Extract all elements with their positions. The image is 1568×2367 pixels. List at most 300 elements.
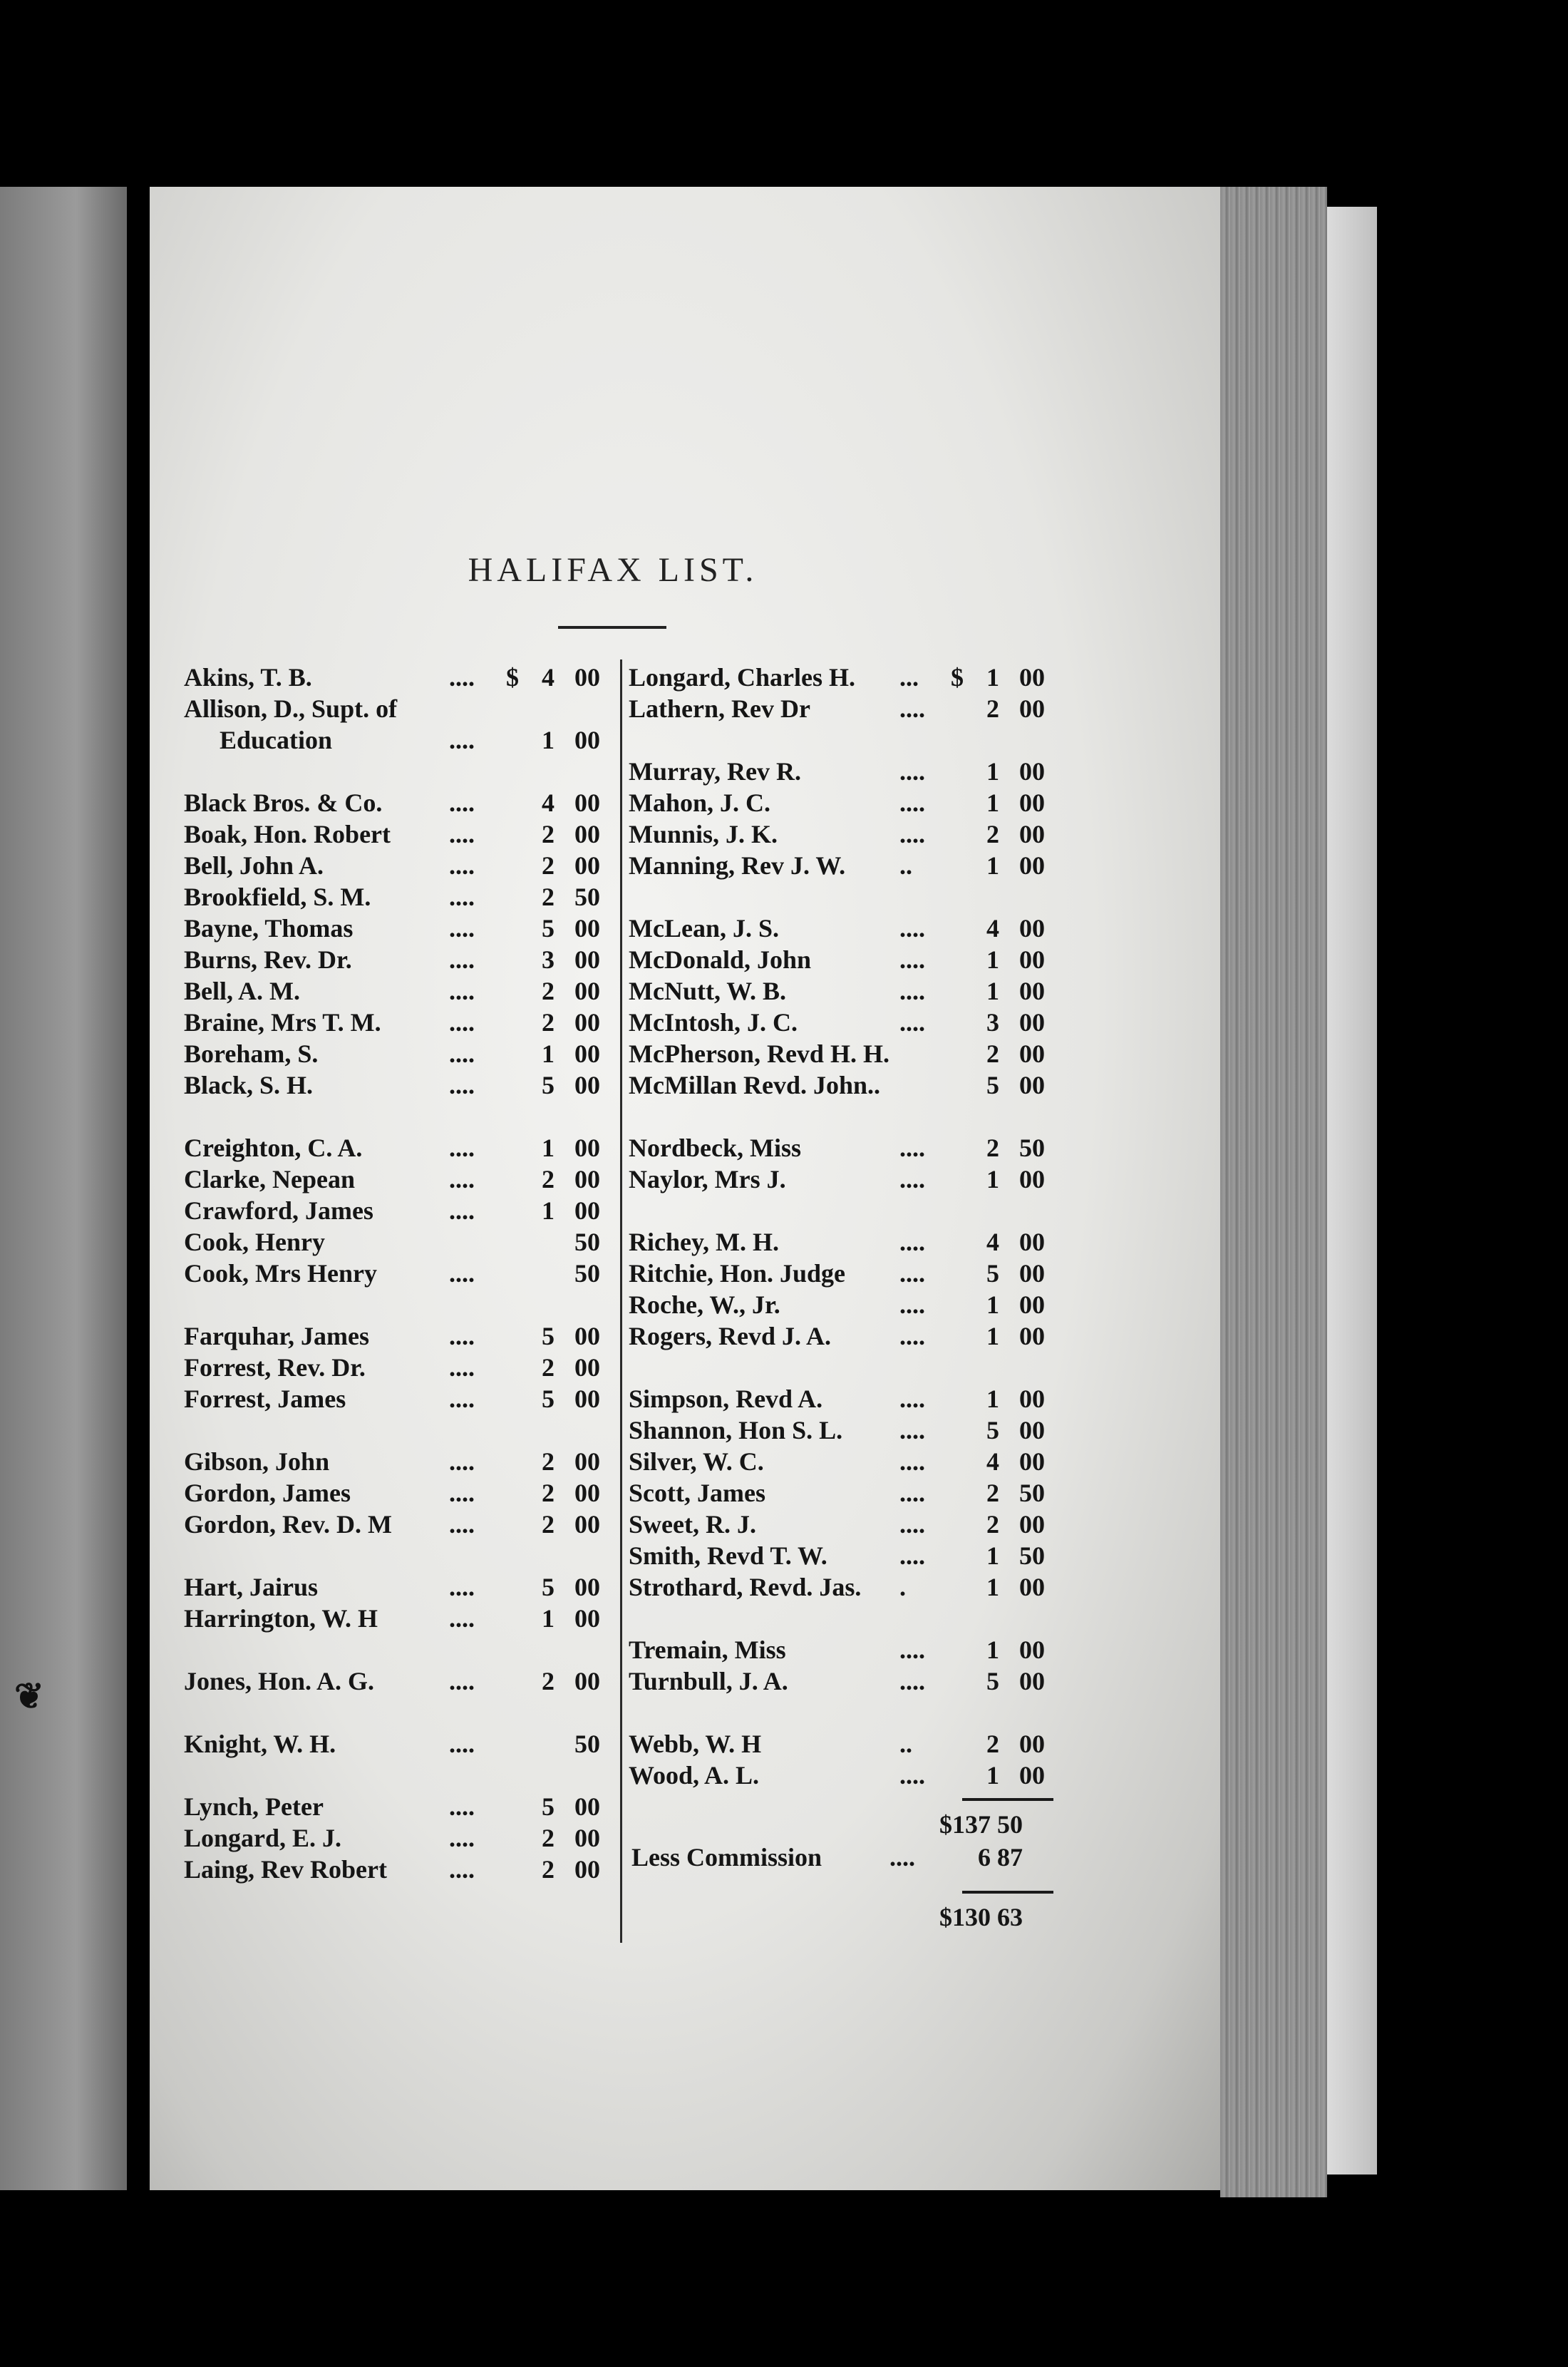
entry-name: Sweet, R. J. bbox=[629, 1510, 756, 1539]
dollar-sign: $ bbox=[506, 663, 519, 692]
section-gap bbox=[184, 1634, 612, 1665]
entry-name: McPherson, Revd H. H. bbox=[629, 1039, 889, 1068]
amount-cents: 00 bbox=[1019, 1730, 1045, 1758]
amount-cents: 00 bbox=[1019, 1416, 1045, 1444]
list-entry bbox=[629, 1383, 1056, 1414]
section-gap bbox=[629, 1352, 1056, 1383]
section-gap bbox=[629, 881, 1056, 913]
amount-dollars: 1 bbox=[986, 851, 999, 880]
amount-dollars: 2 bbox=[542, 820, 555, 848]
list-entry bbox=[184, 1509, 612, 1540]
ink-mark: ❦ bbox=[14, 1676, 44, 1716]
amount-dollars: 4 bbox=[986, 1447, 999, 1476]
leader-dots: .... bbox=[899, 1165, 925, 1193]
entry-name: Longard, Charles H. bbox=[629, 663, 856, 692]
amount-cents: 50 bbox=[1019, 1134, 1045, 1162]
leader-dots: .... bbox=[449, 1196, 475, 1225]
entry-name: Bayne, Thomas bbox=[184, 914, 354, 943]
amount-dollars: 2 bbox=[542, 883, 555, 911]
leader-dots: .... bbox=[449, 1259, 475, 1288]
list-entry bbox=[184, 1383, 612, 1414]
entry-name: Turnbull, J. A. bbox=[629, 1667, 788, 1695]
amount-dollars: 2 bbox=[542, 1667, 555, 1695]
list-entry bbox=[184, 1320, 612, 1352]
amount-dollars: 1 bbox=[986, 789, 999, 817]
entry-name: Webb, W. H bbox=[629, 1730, 762, 1758]
list-entry bbox=[629, 1289, 1056, 1320]
entry-name: Crawford, James bbox=[184, 1196, 373, 1225]
entry-name: Braine, Mrs T. M. bbox=[184, 1008, 381, 1037]
amount-cents: 00 bbox=[574, 1855, 600, 1884]
entry-name: McNutt, W. B. bbox=[629, 977, 787, 1005]
amount-cents: 00 bbox=[574, 1134, 600, 1162]
subtotal-rule bbox=[962, 1798, 1053, 1801]
leader-dots: .... bbox=[899, 914, 925, 943]
amount-cents: 00 bbox=[574, 1322, 600, 1350]
leader-dots: .... bbox=[449, 851, 475, 880]
entry-name: Creighton, C. A. bbox=[184, 1134, 363, 1162]
entry-name: Murray, Rev R. bbox=[629, 757, 801, 786]
amount-dollars: 1 bbox=[542, 726, 555, 754]
entry-name: Ritchie, Hon. Judge bbox=[629, 1259, 846, 1288]
list-entry bbox=[184, 1854, 612, 1885]
amount-cents: 00 bbox=[1019, 1008, 1045, 1037]
list-entry bbox=[629, 1069, 1056, 1101]
amount-cents: 00 bbox=[1019, 694, 1045, 723]
list-entry bbox=[184, 975, 612, 1007]
list-entry bbox=[629, 1414, 1056, 1446]
entry-name: Gibson, John bbox=[184, 1447, 330, 1476]
amount-cents: 00 bbox=[1019, 757, 1045, 786]
list-entry bbox=[184, 944, 612, 975]
amount-cents: 00 bbox=[574, 1008, 600, 1037]
entry-name: McDonald, John bbox=[629, 945, 812, 974]
entry-name: Gordon, James bbox=[184, 1479, 351, 1507]
entry-name: Munnis, J. K. bbox=[629, 820, 778, 848]
entry-name: Nordbeck, Miss bbox=[629, 1134, 801, 1162]
entry-name: Allison, D., Supt. of bbox=[184, 694, 398, 723]
less-commission-dots: .... bbox=[889, 1843, 915, 1871]
list-entry bbox=[184, 1258, 612, 1289]
leader-dots: .... bbox=[449, 1510, 475, 1539]
section-gap bbox=[629, 724, 1056, 756]
amount-cents: 00 bbox=[574, 1447, 600, 1476]
adjacent-page-sliver bbox=[0, 187, 127, 2190]
left-column bbox=[184, 662, 612, 1885]
list-entry bbox=[184, 1352, 612, 1383]
list-entry bbox=[184, 693, 612, 724]
section-gap bbox=[184, 1289, 612, 1320]
less-commission-value: 6 87 bbox=[978, 1843, 1023, 1871]
entry-name: Hart, Jairus bbox=[184, 1573, 318, 1601]
entry-name: Strothard, Revd. Jas. bbox=[629, 1573, 862, 1601]
amount-dollars: 2 bbox=[542, 1824, 555, 1852]
section-gap bbox=[629, 1603, 1056, 1634]
amount-cents: 00 bbox=[1019, 851, 1045, 880]
list-entry bbox=[184, 818, 612, 850]
entry-name: Lynch, Peter bbox=[184, 1792, 324, 1821]
amount-dollars: 5 bbox=[542, 1385, 555, 1413]
entry-name: Forrest, Rev. Dr. bbox=[184, 1353, 366, 1382]
amount-cents: 00 bbox=[574, 1165, 600, 1193]
list-entry bbox=[629, 1665, 1056, 1697]
subtotal: $137 50 bbox=[939, 1810, 1023, 1839]
leader-dots: .... bbox=[449, 1730, 475, 1758]
amount-dollars: 5 bbox=[542, 1322, 555, 1350]
section-gap bbox=[184, 756, 612, 787]
section-gap bbox=[629, 1195, 1056, 1226]
leader-dots: .... bbox=[449, 1322, 475, 1350]
list-entry bbox=[184, 1226, 612, 1258]
amount-dollars: 1 bbox=[986, 1573, 999, 1601]
amount-cents: 00 bbox=[574, 977, 600, 1005]
entry-name: Knight, W. H. bbox=[184, 1730, 336, 1758]
amount-cents: 00 bbox=[574, 1353, 600, 1382]
entry-name: Boreham, S. bbox=[184, 1039, 319, 1068]
leader-dots: .... bbox=[449, 1667, 475, 1695]
amount-cents: 00 bbox=[1019, 914, 1045, 943]
list-entry bbox=[184, 1446, 612, 1477]
entry-name: Shannon, Hon S. L. bbox=[629, 1416, 843, 1444]
section-gap bbox=[184, 1760, 612, 1791]
amount-dollars: 1 bbox=[542, 1134, 555, 1162]
list-entry bbox=[629, 1728, 1056, 1760]
leader-dots: .... bbox=[899, 945, 925, 974]
amount-dollars: 2 bbox=[986, 694, 999, 723]
leader-dots: .... bbox=[449, 1479, 475, 1507]
list-entry bbox=[184, 1665, 612, 1697]
amount-dollars: 2 bbox=[542, 851, 555, 880]
amount-dollars: 1 bbox=[986, 945, 999, 974]
entry-name: Mahon, J. C. bbox=[629, 789, 771, 817]
list-entry bbox=[184, 1791, 612, 1822]
list-entry bbox=[184, 1069, 612, 1101]
entry-name: Lathern, Rev Dr bbox=[629, 694, 810, 723]
entry-name: Jones, Hon. A. G. bbox=[184, 1667, 375, 1695]
amount-cents: 00 bbox=[1019, 1761, 1045, 1790]
amount-cents: 50 bbox=[574, 883, 600, 911]
leader-dots: .... bbox=[899, 1636, 925, 1664]
amount-cents: 00 bbox=[1019, 1447, 1045, 1476]
amount-dollars: 5 bbox=[542, 914, 555, 943]
amount-dollars: 1 bbox=[986, 1165, 999, 1193]
amount-cents: 00 bbox=[574, 1196, 600, 1225]
amount-cents: 00 bbox=[1019, 1385, 1045, 1413]
leader-dots: .... bbox=[899, 1290, 925, 1319]
list-entry bbox=[629, 818, 1056, 850]
amount-cents: 00 bbox=[1019, 1259, 1045, 1288]
amount-dollars: 2 bbox=[542, 1008, 555, 1037]
amount-dollars: 1 bbox=[986, 757, 999, 786]
leader-dots: .... bbox=[899, 757, 925, 786]
amount-dollars: 2 bbox=[986, 1510, 999, 1539]
amount-dollars: 5 bbox=[542, 1792, 555, 1821]
amount-cents: 00 bbox=[1019, 1667, 1045, 1695]
list-entry bbox=[629, 662, 1056, 693]
amount-cents: 00 bbox=[574, 726, 600, 754]
leader-dots: .... bbox=[899, 1761, 925, 1790]
list-entry bbox=[184, 1164, 612, 1195]
title-rule bbox=[558, 626, 666, 629]
amount-cents: 00 bbox=[574, 1573, 600, 1601]
entry-name: Longard, E. J. bbox=[184, 1824, 342, 1852]
amount-cents: 00 bbox=[1019, 1165, 1045, 1193]
leader-dots: .... bbox=[449, 1071, 475, 1099]
list-entry bbox=[184, 724, 612, 756]
entry-name: Education bbox=[220, 726, 333, 754]
amount-dollars: 2 bbox=[986, 1730, 999, 1758]
amount-dollars: 1 bbox=[986, 663, 999, 692]
leader-dots: . bbox=[899, 1573, 906, 1601]
amount-dollars: 2 bbox=[542, 977, 555, 1005]
entry-name: Boak, Hon. Robert bbox=[184, 820, 391, 848]
amount-cents: 00 bbox=[574, 1071, 600, 1099]
entry-name: Gordon, Rev. D. M bbox=[184, 1510, 392, 1539]
amount-dollars: 4 bbox=[986, 1228, 999, 1256]
leader-dots: .... bbox=[449, 1134, 475, 1162]
amount-dollars: 2 bbox=[542, 1353, 555, 1382]
amount-dollars: 2 bbox=[542, 1447, 555, 1476]
entry-name: Black Bros. & Co. bbox=[184, 789, 383, 817]
leader-dots: .... bbox=[449, 1604, 475, 1633]
list-entry bbox=[629, 1509, 1056, 1540]
amount-dollars: 4 bbox=[542, 789, 555, 817]
amount-cents: 50 bbox=[574, 1730, 600, 1758]
leader-dots: .... bbox=[449, 1824, 475, 1852]
list-entry bbox=[629, 1446, 1056, 1477]
entry-name: Naylor, Mrs J. bbox=[629, 1165, 786, 1193]
leader-dots: .... bbox=[899, 1510, 925, 1539]
amount-dollars: 4 bbox=[542, 663, 555, 692]
leader-dots: .... bbox=[899, 1541, 925, 1570]
amount-dollars: 5 bbox=[542, 1071, 555, 1099]
list-entry bbox=[629, 1258, 1056, 1289]
list-entry bbox=[629, 1571, 1056, 1603]
entry-name: Forrest, James bbox=[184, 1385, 346, 1413]
section-gap bbox=[184, 1414, 612, 1446]
amount-dollars: 2 bbox=[542, 1479, 555, 1507]
amount-cents: 00 bbox=[574, 1039, 600, 1068]
amount-dollars: 5 bbox=[986, 1071, 999, 1099]
list-entry bbox=[629, 756, 1056, 787]
list-entry bbox=[629, 1132, 1056, 1164]
page-stack-edge-light bbox=[1327, 207, 1377, 2175]
leader-dots: .... bbox=[899, 820, 925, 848]
leader-dots: .. bbox=[899, 1730, 912, 1758]
amount-dollars: 1 bbox=[986, 1761, 999, 1790]
leader-dots: .... bbox=[899, 977, 925, 1005]
amount-cents: 00 bbox=[1019, 1322, 1045, 1350]
amount-cents: 00 bbox=[1019, 1573, 1045, 1601]
list-entry bbox=[629, 1477, 1056, 1509]
list-entry bbox=[629, 1540, 1056, 1571]
leader-dots: .... bbox=[449, 1039, 475, 1068]
entry-name: Laing, Rev Robert bbox=[184, 1855, 387, 1884]
leader-dots: .... bbox=[899, 1259, 925, 1288]
amount-dollars: 1 bbox=[986, 1385, 999, 1413]
list-entry bbox=[184, 1038, 612, 1069]
entry-name: Tremain, Miss bbox=[629, 1636, 786, 1664]
leader-dots: .... bbox=[449, 883, 475, 911]
entry-name: Farquhar, James bbox=[184, 1322, 370, 1350]
amount-cents: 00 bbox=[574, 851, 600, 880]
leader-dots: .... bbox=[449, 977, 475, 1005]
list-entry bbox=[184, 913, 612, 944]
list-entry bbox=[629, 944, 1056, 975]
leader-dots: .... bbox=[899, 1008, 925, 1037]
leader-dots: .... bbox=[449, 1573, 475, 1601]
entry-name: Clarke, Nepean bbox=[184, 1165, 355, 1193]
amount-dollars: 5 bbox=[986, 1259, 999, 1288]
section-gap bbox=[629, 1697, 1056, 1728]
leader-dots: .... bbox=[899, 1385, 925, 1413]
leader-dots: .... bbox=[899, 1479, 925, 1507]
list-entry bbox=[629, 787, 1056, 818]
list-entry bbox=[184, 787, 612, 818]
list-entry bbox=[184, 1132, 612, 1164]
entry-name: McIntosh, J. C. bbox=[629, 1008, 798, 1037]
list-entry bbox=[629, 1320, 1056, 1352]
list-entry bbox=[184, 1822, 612, 1854]
amount-dollars: 4 bbox=[986, 914, 999, 943]
amount-cents: 00 bbox=[574, 1792, 600, 1821]
amount-dollars: 5 bbox=[986, 1416, 999, 1444]
leader-dots: .... bbox=[899, 1416, 925, 1444]
amount-cents: 00 bbox=[1019, 945, 1045, 974]
leader-dots: .... bbox=[449, 663, 475, 692]
amount-dollars: 2 bbox=[986, 1039, 999, 1068]
entry-name: Cook, Henry bbox=[184, 1228, 325, 1256]
amount-dollars: 1 bbox=[986, 1290, 999, 1319]
amount-dollars: 1 bbox=[986, 1322, 999, 1350]
entry-name: Simpson, Revd A. bbox=[629, 1385, 823, 1413]
entry-name: Smith, Revd T. W. bbox=[629, 1541, 827, 1570]
entry-name: Manning, Rev J. W. bbox=[629, 851, 846, 880]
entry-name: Roche, W., Jr. bbox=[629, 1290, 780, 1319]
page-title: HALIFAX LIST. bbox=[468, 551, 758, 589]
entry-name: Harrington, W. H bbox=[184, 1604, 378, 1633]
list-entry bbox=[629, 1226, 1056, 1258]
amount-cents: 00 bbox=[574, 789, 600, 817]
entry-name: Burns, Rev. Dr. bbox=[184, 945, 352, 974]
amount-cents: 50 bbox=[574, 1228, 600, 1256]
amount-cents: 00 bbox=[574, 820, 600, 848]
amount-cents: 00 bbox=[1019, 1039, 1045, 1068]
amount-cents: 00 bbox=[574, 1510, 600, 1539]
amount-dollars: 2 bbox=[542, 1165, 555, 1193]
list-entry bbox=[184, 1603, 612, 1634]
entry-name: Bell, A. M. bbox=[184, 977, 300, 1005]
amount-cents: 00 bbox=[574, 1824, 600, 1852]
leader-dots: .... bbox=[899, 1134, 925, 1162]
list-entry bbox=[629, 1760, 1056, 1791]
amount-dollars: 1 bbox=[542, 1196, 555, 1225]
entry-name: Rogers, Revd J. A. bbox=[629, 1322, 831, 1350]
amount-cents: 00 bbox=[1019, 1290, 1045, 1319]
leader-dots: .... bbox=[449, 1353, 475, 1382]
amount-cents: 00 bbox=[1019, 1071, 1045, 1099]
list-entry bbox=[629, 1634, 1056, 1665]
amount-dollars: 1 bbox=[986, 1541, 999, 1570]
list-entry bbox=[629, 1038, 1056, 1069]
list-entry bbox=[629, 1007, 1056, 1038]
list-entry bbox=[184, 1007, 612, 1038]
list-entry bbox=[184, 1477, 612, 1509]
amount-cents: 00 bbox=[574, 914, 600, 943]
entry-name: McMillan Revd. John.. bbox=[629, 1071, 881, 1099]
leader-dots: .... bbox=[899, 1667, 925, 1695]
leader-dots: .... bbox=[449, 1855, 475, 1884]
amount-dollars: 2 bbox=[986, 820, 999, 848]
leader-dots: .... bbox=[449, 914, 475, 943]
net-total: $130 63 bbox=[939, 1903, 1023, 1931]
list-entry bbox=[184, 850, 612, 881]
amount-cents: 00 bbox=[1019, 1510, 1045, 1539]
amount-cents: 50 bbox=[574, 1259, 600, 1288]
leader-dots: .... bbox=[449, 1792, 475, 1821]
list-entry bbox=[184, 662, 612, 693]
amount-cents: 00 bbox=[1019, 663, 1045, 692]
entry-name: McLean, J. S. bbox=[629, 914, 779, 943]
entry-name: Brookfield, S. M. bbox=[184, 883, 371, 911]
entry-name: Akins, T. B. bbox=[184, 663, 312, 692]
less-commission-label: Less Commission bbox=[631, 1843, 822, 1871]
section-gap bbox=[184, 1697, 612, 1728]
entry-name: Cook, Mrs Henry bbox=[184, 1259, 377, 1288]
amount-dollars: 2 bbox=[542, 1855, 555, 1884]
amount-cents: 00 bbox=[574, 1479, 600, 1507]
amount-dollars: 5 bbox=[986, 1667, 999, 1695]
list-entry bbox=[184, 1195, 612, 1226]
section-gap bbox=[629, 1101, 1056, 1132]
amount-dollars: 2 bbox=[986, 1479, 999, 1507]
entry-name: Wood, A. L. bbox=[629, 1761, 760, 1790]
amount-dollars: 5 bbox=[542, 1573, 555, 1601]
amount-dollars: 1 bbox=[542, 1604, 555, 1633]
section-gap bbox=[184, 1101, 612, 1132]
list-entry bbox=[629, 693, 1056, 724]
list-entry bbox=[629, 1164, 1056, 1195]
amount-cents: 00 bbox=[574, 1385, 600, 1413]
net-rule bbox=[962, 1891, 1053, 1894]
amount-cents: 50 bbox=[1019, 1541, 1045, 1570]
amount-cents: 00 bbox=[574, 945, 600, 974]
amount-cents: 00 bbox=[1019, 1636, 1045, 1664]
entry-name: Scott, James bbox=[629, 1479, 765, 1507]
right-column bbox=[629, 662, 1056, 1791]
amount-cents: 50 bbox=[1019, 1479, 1045, 1507]
amount-cents: 00 bbox=[1019, 789, 1045, 817]
amount-dollars: 1 bbox=[986, 977, 999, 1005]
entry-name: Bell, John A. bbox=[184, 851, 324, 880]
entry-name: Black, S. H. bbox=[184, 1071, 314, 1099]
leader-dots: .... bbox=[899, 694, 925, 723]
amount-dollars: 1 bbox=[986, 1636, 999, 1664]
column-divider bbox=[620, 659, 622, 1943]
leader-dots: .... bbox=[449, 1008, 475, 1037]
list-entry bbox=[184, 881, 612, 913]
amount-cents: 00 bbox=[1019, 977, 1045, 1005]
amount-dollars: 2 bbox=[986, 1134, 999, 1162]
leader-dots: .. bbox=[899, 851, 912, 880]
leader-dots: .... bbox=[899, 1322, 925, 1350]
list-entry bbox=[184, 1728, 612, 1760]
leader-dots: .... bbox=[449, 820, 475, 848]
amount-cents: 00 bbox=[574, 663, 600, 692]
leader-dots: .... bbox=[449, 726, 475, 754]
list-entry bbox=[629, 850, 1056, 881]
leader-dots: .... bbox=[449, 945, 475, 974]
